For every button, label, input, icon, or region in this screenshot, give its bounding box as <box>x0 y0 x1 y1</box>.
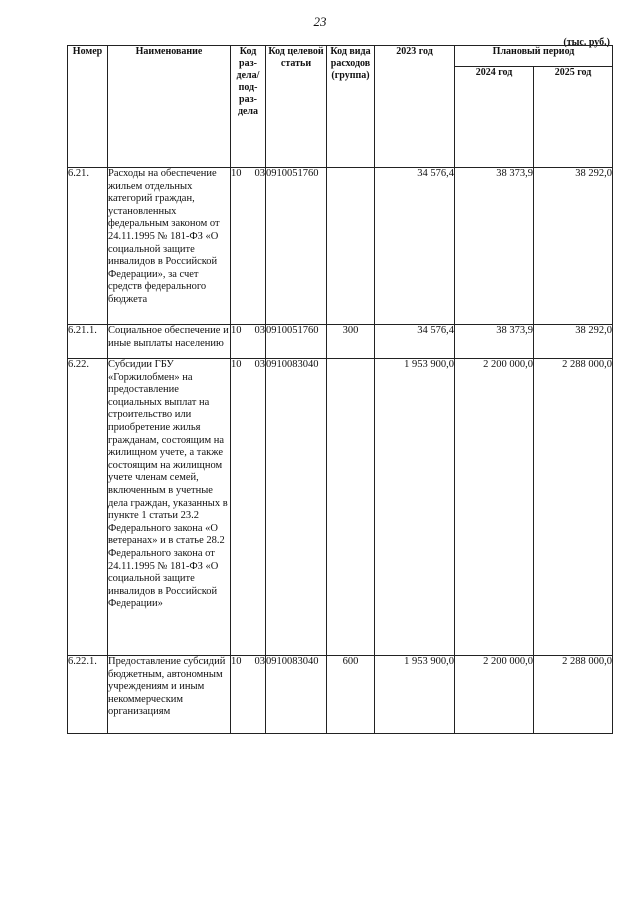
row-section-code <box>231 325 266 359</box>
row-expense-type: 300 <box>327 325 375 359</box>
row-amount-2025: 2 288 000,0 <box>534 359 613 656</box>
row-amount-2025: 38 292,0 <box>534 325 613 359</box>
header-expense-type: Код вида расходов (группа) <box>327 46 375 168</box>
header-year-2023: 2023 год <box>375 46 455 168</box>
header-planned-period: Плановый период <box>455 46 613 67</box>
row-target-code: 0910083040 <box>266 359 327 656</box>
row-name: Расходы на обеспечение жильем отдельных категорий граждан, установленных федеральным законом от 24.11.1995 № 181-ФЗ «О социальной защите инвалидов в Российской Федерации», за счет средств федерального бюджета <box>108 168 231 325</box>
row-target-code: 0910051760 <box>266 168 327 325</box>
table-row <box>68 656 613 734</box>
row-subsection: 03 <box>254 656 265 667</box>
header-row <box>68 46 613 67</box>
budget-table <box>67 45 613 734</box>
row-section: 10 <box>231 325 242 336</box>
row-expense-type <box>327 359 375 656</box>
row-number: 6.22.1. <box>68 656 108 734</box>
row-name: Предоставление субсидий бюджетным, автономным учреждениям и иным некоммерческим организациям <box>108 656 231 734</box>
header-section-code: Код раз-дела/ под-раз-дела <box>231 46 266 168</box>
row-section-code <box>231 656 266 734</box>
row-target-code: 0910051760 <box>266 325 327 359</box>
row-amount-2024: 38 373,9 <box>455 325 534 359</box>
row-subsection: 03 <box>254 359 265 370</box>
table-row <box>68 359 613 656</box>
row-section: 10 <box>231 359 242 370</box>
row-amount-2023: 34 576,4 <box>375 325 455 359</box>
header-name: Наименование <box>108 46 231 168</box>
row-name: Субсидии ГБУ «Горжилобмен» на предоставление социальных выплат на строительство или приобретение жилья гражданам, состоящим на жилищном учете, а также состоящим на жилищном учете членам семей, включенным в учетные дела граждан, указанных в пункте 1 статьи 23.2 Федерального закона «О ветеранах» и в статье 28.2 Федерального закона от 24.11.1995 № 181-ФЗ «О социальной защите инвалидов в Российской Федерации» <box>108 359 231 656</box>
table-row <box>68 325 613 359</box>
row-section-code <box>231 359 266 656</box>
row-amount-2024: 38 373,9 <box>455 168 534 325</box>
header-number: Номер <box>68 46 108 168</box>
row-target-code: 0910083040 <box>266 656 327 734</box>
header-target-code: Код целевой статьи <box>266 46 327 168</box>
row-amount-2023: 34 576,4 <box>375 168 455 325</box>
row-amount-2023: 1 953 900,0 <box>375 359 455 656</box>
header-year-2024: 2024 год <box>455 67 534 168</box>
row-name: Социальное обеспечение и иные выплаты населению <box>108 325 231 359</box>
header-year-2025: 2025 год <box>534 67 613 168</box>
row-section-code <box>231 168 266 325</box>
units-label: (тыс. руб.) <box>563 37 610 48</box>
row-amount-2023: 1 953 900,0 <box>375 656 455 734</box>
row-number: 6.21.1. <box>68 325 108 359</box>
table-row <box>68 168 613 325</box>
row-amount-2025: 2 288 000,0 <box>534 656 613 734</box>
row-amount-2024: 2 200 000,0 <box>455 359 534 656</box>
page-number: 23 <box>313 14 327 29</box>
row-section: 10 <box>231 656 242 667</box>
row-section: 10 <box>231 168 242 179</box>
row-number: 6.21. <box>68 168 108 325</box>
row-expense-type: 600 <box>327 656 375 734</box>
row-amount-2025: 38 292,0 <box>534 168 613 325</box>
row-subsection: 03 <box>254 325 265 336</box>
row-number: 6.22. <box>68 359 108 656</box>
row-expense-type <box>327 168 375 325</box>
row-subsection: 03 <box>254 168 265 179</box>
row-amount-2024: 2 200 000,0 <box>455 656 534 734</box>
